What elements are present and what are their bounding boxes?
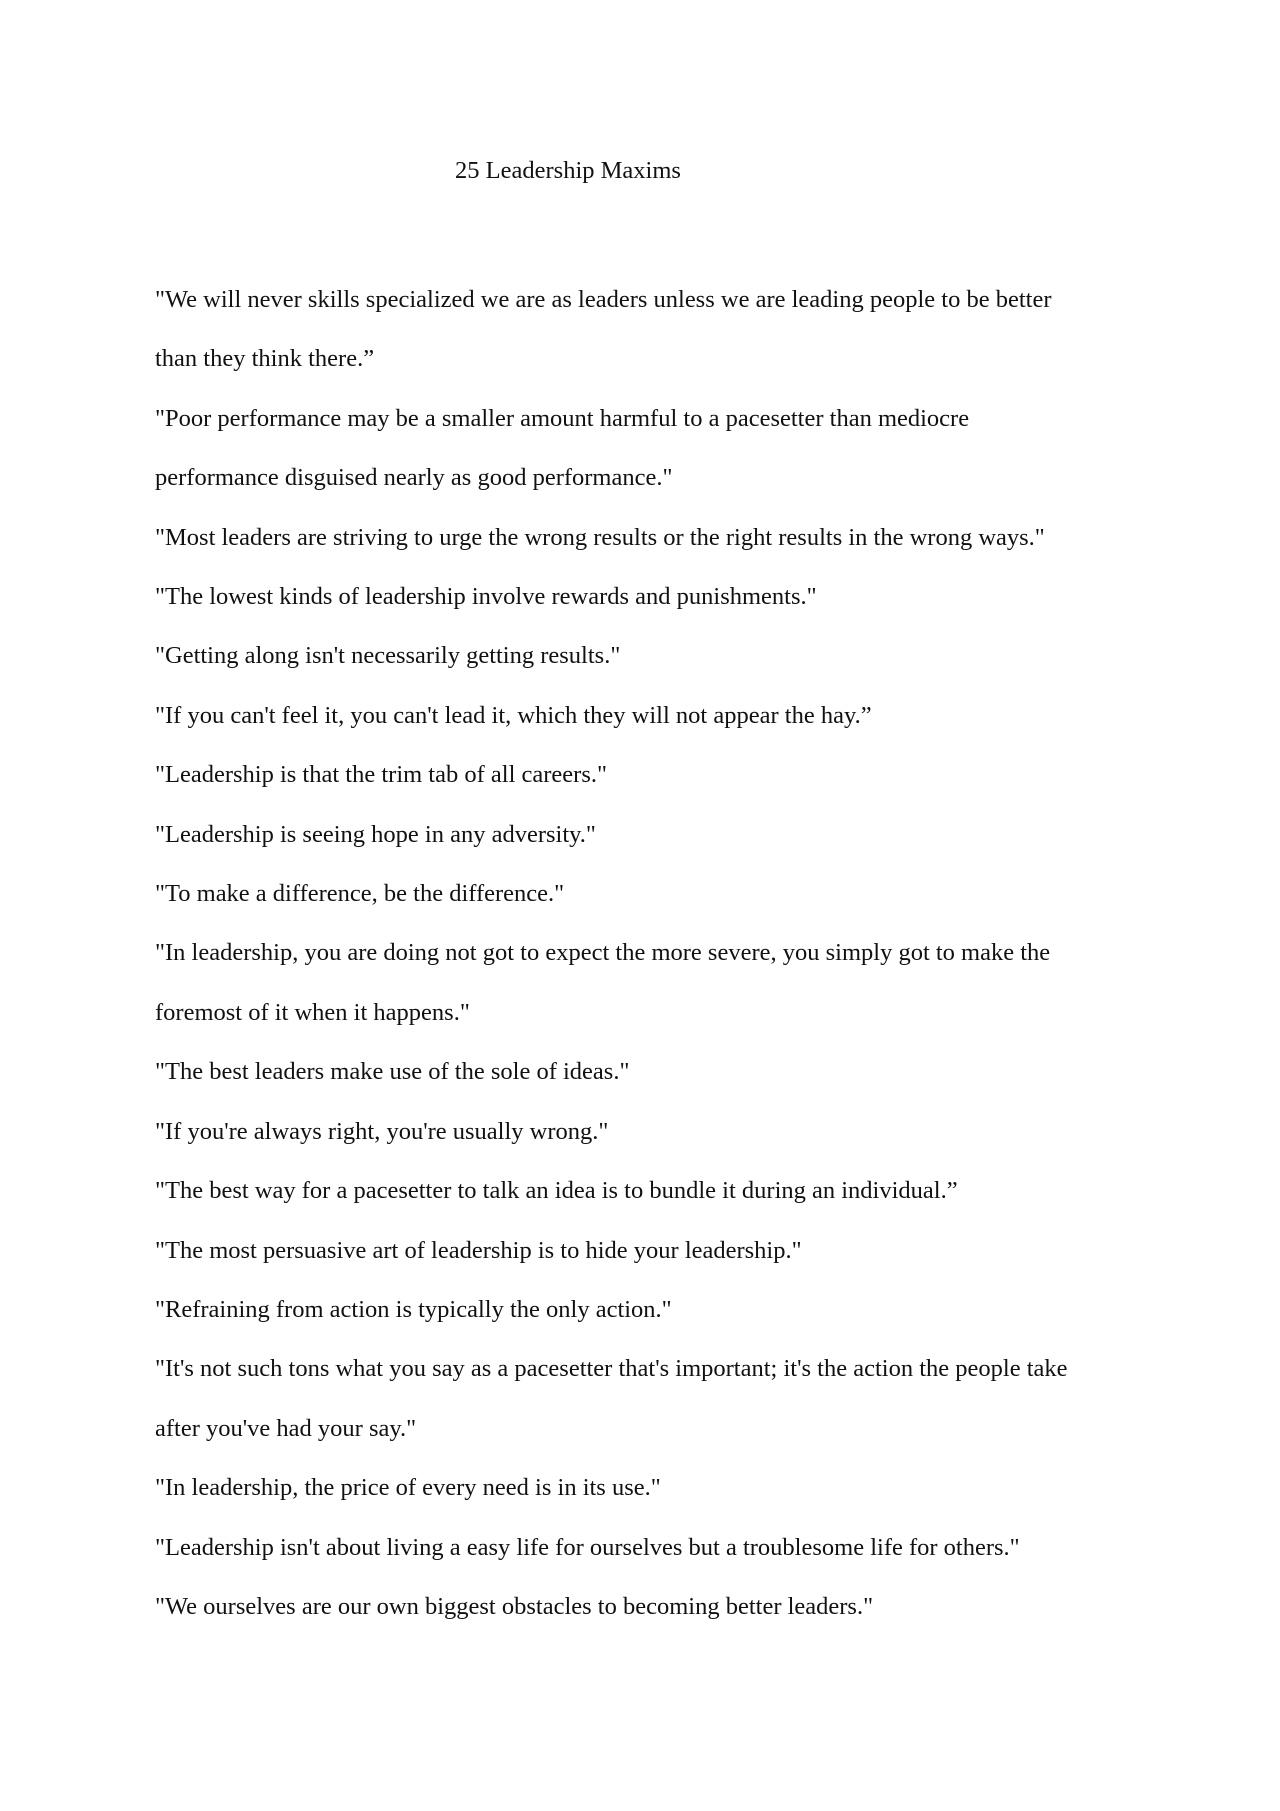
document-title: 25 Leadership Maxims [455, 157, 681, 184]
quote-line: "In leadership, you are doing not got to expect the more severe, you simply got to make the [155, 939, 1051, 967]
quote-line: "Most leaders are striving to urge the wrong results or the right results in the wrong ways." [155, 523, 1045, 551]
quote-line: "Leadership is that the trim tab of all careers." [155, 761, 607, 789]
quote-line: after you've had your say." [155, 1414, 417, 1442]
quote-line: "The lowest kinds of leadership involve rewards and punishments." [155, 583, 817, 611]
quotes-body [155, 270, 1135, 1636]
quote-line: than they think there.” [155, 345, 375, 373]
quote-line: "In leadership, the price of every need is in its use." [155, 1474, 661, 1502]
quote-line: "The most persuasive art of leadership is to hide your leadership." [155, 1236, 802, 1264]
quote-line: "We will never skills specialized we are as leaders unless we are leading people to be better [155, 286, 1052, 313]
quote-line: foremost of it when it happens." [155, 998, 470, 1026]
quote-line: "Getting along isn't necessarily getting results." [155, 642, 621, 670]
quote-line: "We ourselves are our own biggest obstacles to becoming better leaders." [155, 1592, 874, 1620]
quote-line: "The best leaders make use of the sole of ideas." [155, 1058, 630, 1086]
quote-line: "The best way for a pacesetter to talk an idea is to bundle it during an individual.” [155, 1177, 958, 1205]
quote-line: "It's not such tons what you say as a pacesetter that's important; it's the action the people take [155, 1355, 1068, 1383]
quote-line: "To make a difference, be the difference." [155, 880, 565, 908]
quote-line: "Leadership isn't about living a easy life for ourselves but a troublesome life for others." [155, 1533, 1020, 1561]
quote-line: "If you're always right, you're usually wrong." [155, 1117, 609, 1145]
quote-line: performance disguised nearly as good performance." [155, 464, 673, 492]
quote-line: "Leadership is seeing hope in any adversity." [155, 820, 596, 848]
quote-line: "Refraining from action is typically the only action." [155, 1295, 672, 1323]
quote-line: "Poor performance may be a smaller amount harmful to a pacesetter than mediocre [155, 404, 970, 432]
quote-line: "If you can't feel it, you can't lead it, which they will not appear the hay.” [155, 701, 872, 729]
